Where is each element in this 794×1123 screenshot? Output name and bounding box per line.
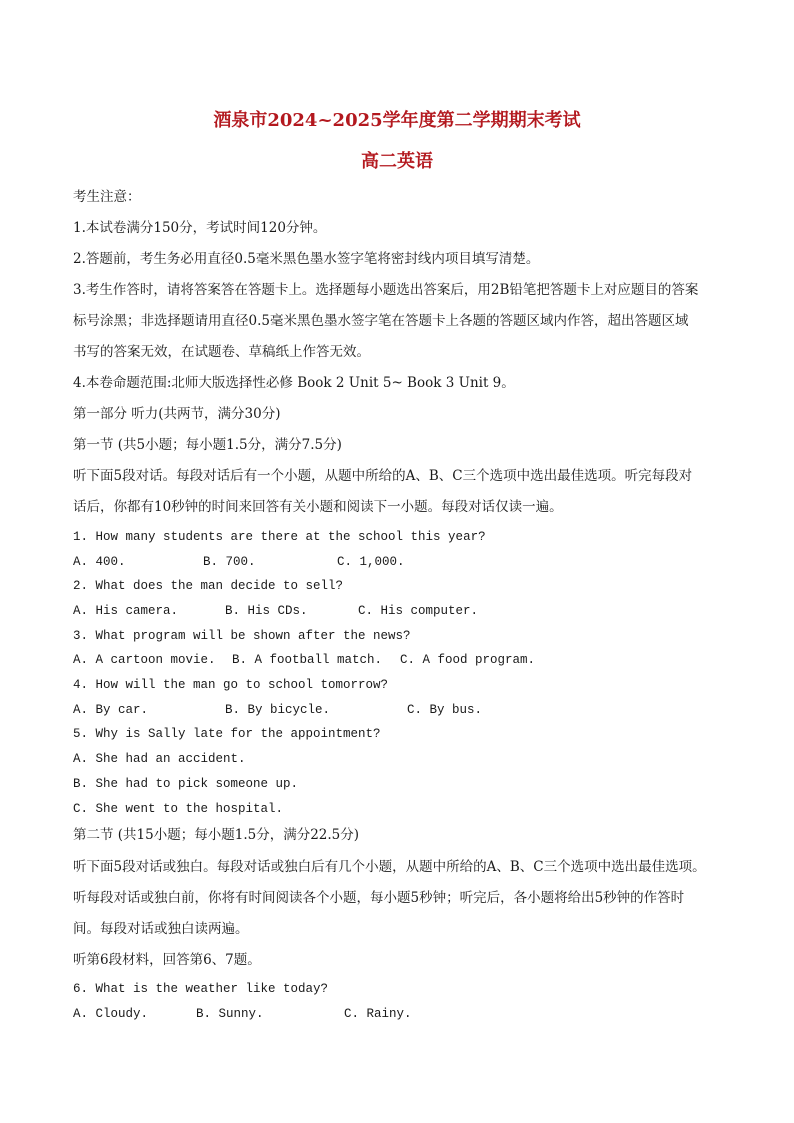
option-b: B. His CDs. (225, 604, 308, 618)
question-5-option-b: B. She had to pick someone up. (73, 777, 299, 791)
option-b: B. By bicycle. (225, 703, 331, 717)
part1-heading: 第一部分 听力(共两节，满分30分) (73, 406, 281, 422)
question-5: 5. Why is Sally late for the appointment? (73, 727, 381, 741)
question-4-options (73, 701, 482, 719)
option-c: C. By bus. (407, 703, 483, 717)
section1-instructions-line-2: 话后，你都有10秒钟的时间来回答有关小题和阅读下一小题。每段对话仅读一遍。 (73, 499, 563, 515)
question-3-options (73, 651, 535, 669)
notice-heading: 考生注意： (73, 189, 141, 205)
question-2-options (73, 602, 478, 620)
option-a: A. By car. (73, 703, 149, 717)
option-a: A. A cartoon movie. (73, 653, 216, 667)
notice-item-4: 4.本卷命题范围:北师大版选择性必修 Book 2 Unit 5~ Book 3 Unit 9。 (73, 375, 515, 391)
exam-subject: 高二英语 (361, 151, 433, 172)
option-c: C. His computer. (358, 604, 479, 618)
question-4: 4. How will the man go to school tomorrow? (73, 678, 389, 692)
option-a: A. Cloudy. (73, 1007, 149, 1021)
question-5-option-a: A. She had an accident. (73, 752, 246, 766)
notice-item-3-line-1: 3.考生作答时，请将答案答在答题卡上。选择题每小题选出答案后，用2B铅笔把答题卡上对应题目的答案 (73, 282, 699, 298)
notice-item-1: 1.本试卷满分150分，考试时间120分钟。 (73, 220, 327, 236)
section2-heading: 第二节 (共15小题；每小题1.5分，满分22.5分) (73, 827, 360, 843)
notice-item-3-line-3: 书写的答案无效，在试题卷、草稿纸上作答无效。 (73, 344, 370, 360)
question-2: 2. What does the man decide to sell? (73, 579, 344, 593)
option-c: C. 1,000. (337, 555, 405, 569)
question-6-options (73, 1005, 412, 1023)
option-a: A. 400. (73, 555, 126, 569)
section1-instructions-line-1: 听下面5段对话。每段对话后有一个小题，从题中所给的A、B、C三个选项中选出最佳选项。听完每段对 (73, 468, 693, 484)
section2-instructions-line-3: 间。每段对话或独白读两遍。 (73, 921, 249, 937)
question-1: 1. How many students are there at the school this year? (73, 530, 486, 544)
option-b: B. 700. (203, 555, 256, 569)
exam-title: 酒泉市2024~2025学年度第二学期期末考试 (213, 110, 581, 131)
notice-item-3-line-2: 标号涂黑；非选择题请用直径0.5毫米黑色墨水签字笔在答题卡上各题的答题区域内作答，超出答题区域 (73, 313, 689, 329)
option-c: C. A food program. (400, 653, 536, 667)
option-b: B. Sunny. (196, 1007, 264, 1021)
option-b: B. A football match. (232, 653, 383, 667)
notice-item-2: 2.答题前，考生务必用直径0.5毫米黑色墨水签字笔将密封线内项目填写清楚。 (73, 251, 540, 267)
section2-instructions-line-2: 听每段对话或独白前，你将有时间阅读各个小题，每小题5秒钟；听完后，各小题将给出5秒钟的作答时 (73, 890, 685, 906)
question-6: 6. What is the weather like today? (73, 982, 329, 996)
section1-heading: 第一节 (共5小题；每小题1.5分，满分7.5分) (73, 437, 342, 453)
question-5-option-c: C. She went to the hospital. (73, 802, 284, 816)
option-a: A. His camera. (73, 604, 179, 618)
question-3: 3. What program will be shown after the news? (73, 629, 411, 643)
material-6-instruction: 听第6段材料，回答第6、7题。 (73, 952, 261, 968)
section2-instructions-line-1: 听下面5段对话或独白。每段对话或独白后有几个小题，从题中所给的A、B、C三个选项中选出最佳选项。 (73, 859, 706, 875)
question-1-options (73, 553, 405, 571)
option-c: C. Rainy. (344, 1007, 412, 1021)
